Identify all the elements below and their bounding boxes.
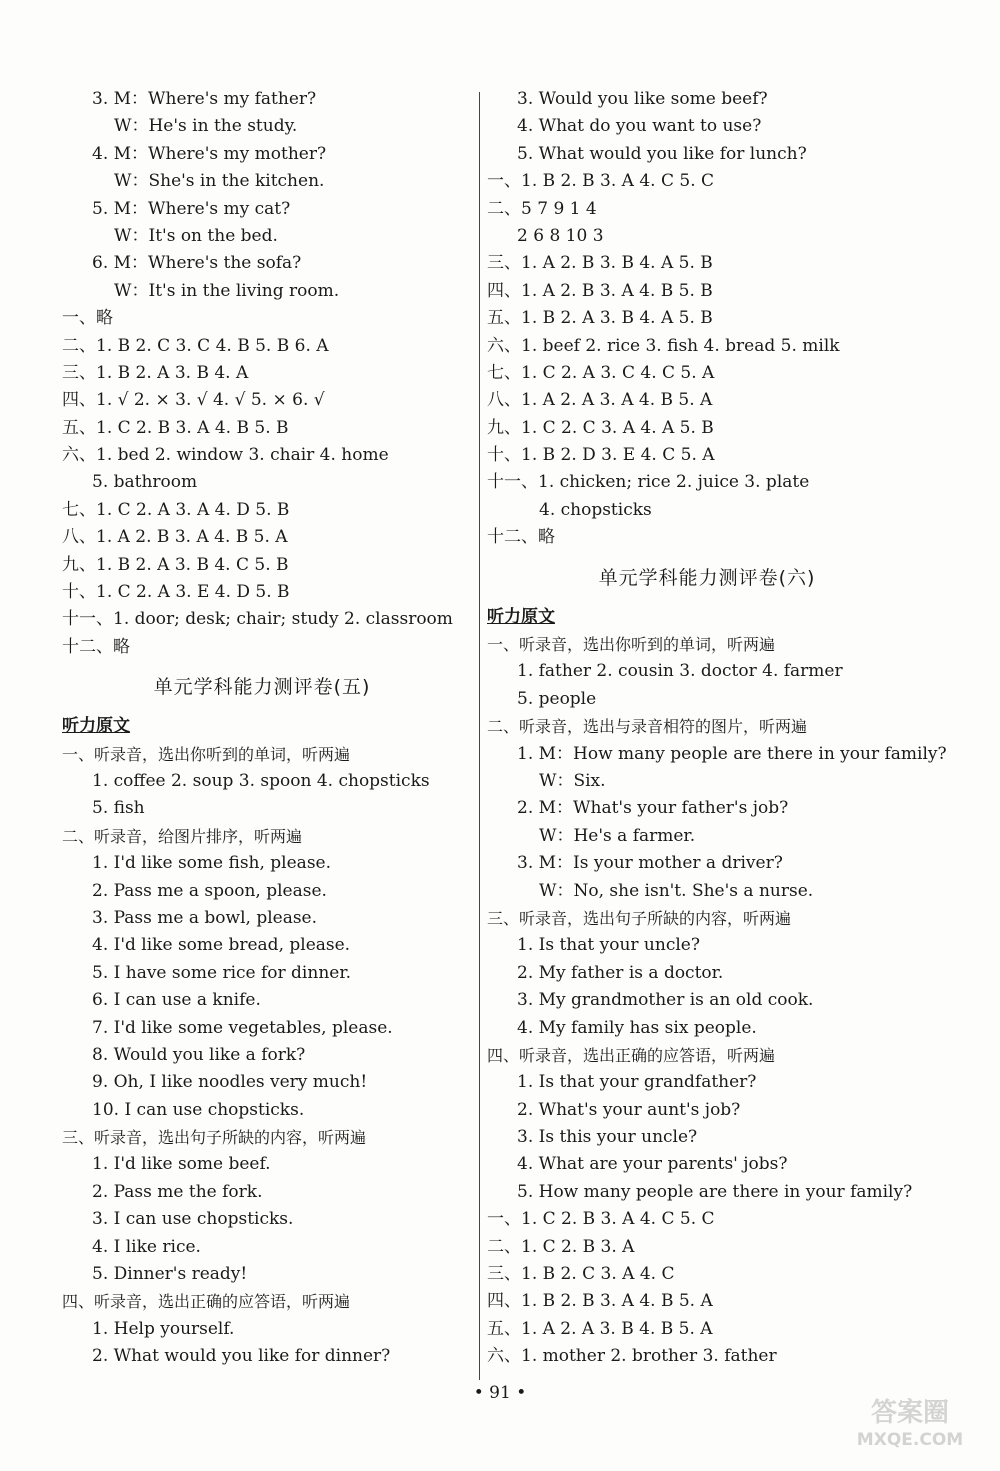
text-line: 5. I have some rice for dinner.: [92, 962, 351, 983]
text-line: W：Six.: [539, 770, 606, 791]
text-line: 一、1. C 2. B 3. A 4. C 5. C: [487, 1209, 715, 1230]
watermark-line2: MXQE.COM: [856, 1430, 964, 1450]
text-line: W：He's a farmer.: [539, 825, 696, 846]
text-line: 2. My father is a doctor.: [517, 962, 724, 983]
text-line: 8. Would you like a fork?: [92, 1044, 306, 1065]
text-line: 十二、略: [487, 527, 555, 548]
page-number: • 91 •: [473, 1383, 527, 1403]
text-line: 3. Would you like some beef?: [517, 89, 768, 109]
text-line: W：It's on the bed.: [114, 225, 278, 246]
text-line: 3. M：Where's my father?: [92, 89, 317, 109]
text-line: 6. M：Where's the sofa?: [92, 253, 302, 274]
text-line: 一、听录音，选出你听到的单词，听两遍: [62, 744, 351, 764]
text-line: 十二、略: [62, 636, 130, 657]
section-heading: 单元学科能力测评卷(六): [598, 566, 816, 589]
text-line: 二、5 7 9 1 4: [487, 198, 597, 219]
text-line: 三、1. A 2. B 3. B 4. A 5. B: [487, 253, 713, 274]
text-line: 二、1. C 2. B 3. A: [487, 1236, 635, 1257]
text-line: 三、1. B 2. A 3. B 4. A: [62, 362, 249, 383]
text-line: 二、1. B 2. C 3. C 4. B 5. B 6. A: [62, 335, 329, 356]
text-line: 十、1. C 2. A 3. E 4. D 5. B: [62, 582, 290, 603]
text-line: 3. My grandmother is an old cook.: [517, 990, 814, 1011]
text-line: 一、略: [62, 308, 113, 329]
text-line: 5. How many people are there in your family?: [517, 1181, 913, 1202]
text-line: 九、1. C 2. C 3. A 4. A 5. B: [487, 417, 714, 438]
text-line: 一、1. B 2. B 3. A 4. C 5. C: [487, 171, 715, 192]
text-line: 4. chopsticks: [539, 499, 652, 520]
text-line: 2. Pass me the fork.: [92, 1181, 263, 1202]
left-column: [62, 86, 462, 1371]
text-line: 7. I'd like some vegetables, please.: [92, 1017, 393, 1038]
text-line: 5. people: [517, 688, 597, 709]
text-line: 十一、1. door; desk; chair; study 2. classroom: [62, 609, 453, 630]
text-line: 六、1. beef 2. rice 3. fish 4. bread 5. milk: [487, 335, 840, 356]
watermark-line1: 答案圈: [870, 1398, 950, 1428]
text-line: 5. bathroom: [92, 472, 198, 493]
text-line: W：He's in the study.: [114, 116, 298, 137]
text-line: 五、1. A 2. A 3. B 4. B 5. A: [487, 1318, 713, 1339]
text-line: 6. I can use a knife.: [92, 990, 261, 1011]
text-line: 八、1. A 2. A 3. A 4. B 5. A: [487, 390, 713, 411]
text-line: 1. coffee 2. soup 3. spoon 4. chopsticks: [92, 770, 430, 791]
text-line: 4. What do you want to use?: [517, 116, 762, 137]
text-line: 2. M：What's your father's job?: [517, 798, 789, 819]
text-line: W：No, she isn't. She's a nurse.: [539, 880, 814, 901]
text-line: 2 6 8 10 3: [517, 225, 604, 246]
text-line: 4. What are your parents' jobs?: [517, 1154, 788, 1175]
text-line: 9. Oh, I like noodles very much!: [92, 1072, 368, 1093]
text-line: 七、1. C 2. A 3. A 4. D 5. B: [62, 499, 290, 520]
text-line: 2. What's your aunt's job?: [517, 1099, 741, 1120]
text-line: 1. I'd like some fish, please.: [92, 853, 332, 874]
watermark-logo: [843, 1389, 978, 1453]
text-line: 4. I like rice.: [92, 1236, 201, 1257]
text-line: 四、听录音，选出正确的应答语，听两遍: [487, 1045, 776, 1065]
column-divider: [479, 92, 480, 1380]
text-line: 3. Is this your uncle?: [517, 1127, 698, 1148]
text-line: 4. My family has six people.: [517, 1017, 757, 1038]
text-line: 5. M：Where's my cat?: [92, 198, 291, 219]
section-heading: 单元学科能力测评卷(五): [153, 676, 371, 699]
text-line: 八、1. A 2. B 3. A 4. B 5. A: [62, 527, 288, 548]
text-line: W：It's in the living room.: [114, 280, 340, 301]
text-line: 2. What would you like for dinner?: [92, 1346, 391, 1367]
text-line: 二、听录音，选出与录音相符的图片，听两遍: [487, 717, 808, 737]
text-line: 四、听录音，选出正确的应答语，听两遍: [62, 1292, 351, 1312]
text-line: 十一、1. chicken; rice 2. juice 3. plate: [487, 472, 810, 493]
text-line: 十、1. B 2. D 3. E 4. C 5. A: [487, 445, 715, 466]
text-line: 九、1. B 2. A 3. B 4. C 5. B: [62, 554, 289, 575]
text-line: 三、听录音，选出句子所缺的内容，听两遍: [62, 1128, 367, 1148]
text-line: 4. I'd like some bread, please.: [92, 935, 351, 956]
text-line: 2. Pass me a spoon, please.: [92, 880, 327, 901]
text-line: 1. M：How many people are there in your family?: [517, 743, 947, 764]
text-line: 4. M：Where's my mother?: [92, 143, 327, 164]
text-line: 1. Is that your uncle?: [517, 935, 700, 956]
text-line: 一、听录音，选出你听到的单词，听两遍: [487, 635, 776, 655]
text-line: 三、听录音，选出句子所缺的内容，听两遍: [487, 908, 792, 928]
text-line: 七、1. C 2. A 3. C 4. C 5. A: [487, 362, 715, 383]
sub-heading: 听力原文: [62, 716, 130, 737]
text-line: 3. Pass me a bowl, please.: [92, 907, 318, 928]
text-line: 1. Is that your grandfather?: [517, 1072, 757, 1093]
text-line: 五、1. C 2. B 3. A 4. B 5. B: [62, 417, 289, 438]
text-line: 六、1. bed 2. window 3. chair 4. home: [62, 445, 389, 466]
text-line: 五、1. B 2. A 3. B 4. A 5. B: [487, 308, 713, 329]
text-line: W：She's in the kitchen.: [114, 171, 325, 192]
text-line: 二、听录音，给图片排序，听两遍: [62, 826, 303, 846]
text-line: 5. What would you like for lunch?: [517, 143, 807, 164]
text-line: 3. I can use chopsticks.: [92, 1209, 294, 1230]
text-line: 3. M：Is your mother a driver?: [517, 853, 783, 874]
text-line: 四、1. A 2. B 3. A 4. B 5. B: [487, 280, 713, 301]
text-line: 1. father 2. cousin 3. doctor 4. farmer: [517, 661, 843, 682]
text-line: 六、1. mother 2. brother 3. father: [487, 1346, 777, 1367]
text-line: 5. Dinner's ready!: [92, 1264, 248, 1285]
text-line: 1. Help yourself.: [92, 1318, 235, 1339]
text-line: 5. fish: [92, 798, 145, 819]
text-line: 三、1. B 2. C 3. A 4. C: [487, 1264, 675, 1285]
sub-heading: 听力原文: [487, 606, 555, 627]
text-line: 四、1. √ 2. × 3. √ 4. √ 5. × 6. √: [62, 390, 325, 411]
text-line: 四、1. B 2. B 3. A 4. B 5. A: [487, 1291, 713, 1312]
text-line: 10. I can use chopsticks.: [92, 1099, 305, 1120]
right-column: [487, 86, 947, 1371]
text-line: 1. I'd like some beef.: [92, 1154, 271, 1175]
